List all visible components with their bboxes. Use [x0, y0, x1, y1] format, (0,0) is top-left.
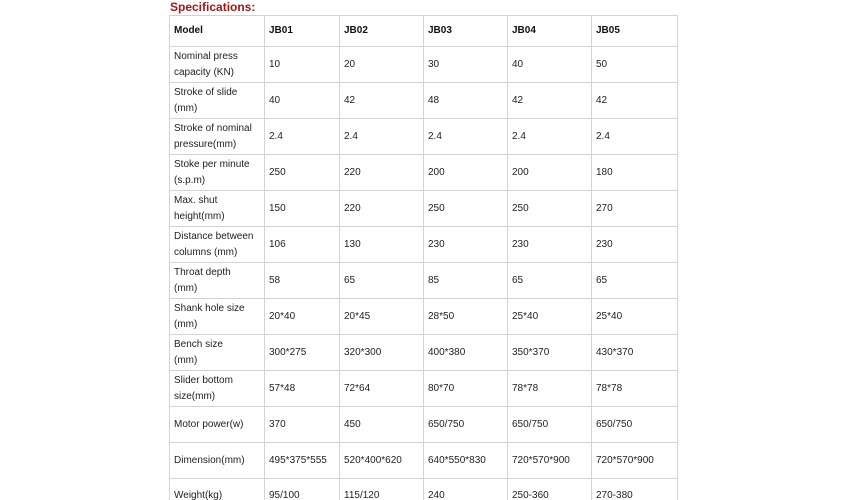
row-label-line: Stoke per minute — [174, 158, 250, 170]
value-cell: 25*40 — [592, 299, 678, 335]
value-cell: 65 — [508, 263, 592, 299]
row-label-cell — [170, 263, 265, 299]
value-cell: 106 — [265, 227, 340, 263]
row-label-cell — [170, 443, 265, 479]
value-cell: 57*48 — [265, 371, 340, 407]
table-row — [170, 227, 678, 263]
row-label-line: pressure(mm) — [174, 138, 237, 150]
value-cell: 650/750 — [592, 407, 678, 443]
value-cell: 220 — [340, 191, 424, 227]
row-label-line: Bench size — [174, 338, 223, 350]
row-label-cell — [170, 119, 265, 155]
row-label-line: height(mm) — [174, 210, 225, 222]
row-label-cell — [170, 47, 265, 83]
value-cell: 495*375*555 — [265, 443, 340, 479]
row-label-cell — [170, 371, 265, 407]
row-label-line: columns (mm) — [174, 246, 238, 258]
value-cell: 65 — [592, 263, 678, 299]
value-cell: 80*70 — [424, 371, 508, 407]
value-cell: 2.4 — [424, 119, 508, 155]
row-label-line: Weight(kg) — [174, 490, 223, 500]
value-cell: 42 — [592, 83, 678, 119]
row-label-line: Shank hole size — [174, 302, 245, 314]
row-label-line: size(mm) — [174, 390, 216, 402]
table-row — [170, 299, 678, 335]
value-cell: 640*550*830 — [424, 443, 508, 479]
row-label-cell — [170, 227, 265, 263]
value-cell: 58 — [265, 263, 340, 299]
value-cell: 2.4 — [340, 119, 424, 155]
value-cell: 720*570*900 — [508, 443, 592, 479]
header-cell-jb02: JB02 — [340, 16, 424, 47]
value-cell: 180 — [592, 155, 678, 191]
value-cell: 250 — [424, 191, 508, 227]
table-row — [170, 155, 678, 191]
row-label-line: (mm) — [174, 318, 198, 330]
value-cell: 42 — [340, 83, 424, 119]
header-cell-jb05: JB05 — [592, 16, 678, 47]
table-row — [170, 83, 678, 119]
value-cell: 25*40 — [508, 299, 592, 335]
value-cell: 430*370 — [592, 335, 678, 371]
value-cell: 240 — [424, 479, 508, 500]
value-cell: 650/750 — [508, 407, 592, 443]
value-cell: 28*50 — [424, 299, 508, 335]
value-cell: 115/120 — [340, 479, 424, 500]
specifications-heading: Specifications: — [170, 0, 256, 14]
value-cell: 450 — [340, 407, 424, 443]
value-cell: 48 — [424, 83, 508, 119]
row-label-line: Stroke of nominal — [174, 122, 252, 134]
row-label-cell — [170, 155, 265, 191]
row-label-cell — [170, 335, 265, 371]
value-cell: 230 — [592, 227, 678, 263]
row-label-line: (mm) — [174, 102, 198, 114]
value-cell: 10 — [265, 47, 340, 83]
row-label-line: (mm) — [174, 282, 198, 294]
value-cell: 72*64 — [340, 371, 424, 407]
value-cell: 130 — [340, 227, 424, 263]
value-cell: 320*300 — [340, 335, 424, 371]
value-cell: 270-380 — [592, 479, 678, 500]
value-cell: 720*570*900 — [592, 443, 678, 479]
row-label-line: Nominal press — [174, 50, 238, 62]
value-cell: 20*45 — [340, 299, 424, 335]
value-cell: 78*78 — [508, 371, 592, 407]
row-label-line: Stroke of slide — [174, 86, 238, 98]
value-cell: 30 — [424, 47, 508, 83]
table-row — [170, 119, 678, 155]
value-cell: 20*40 — [265, 299, 340, 335]
row-label-cell — [170, 407, 265, 443]
header-cell-model: Model — [170, 16, 265, 47]
table-row — [170, 407, 678, 443]
header-cell-jb03: JB03 — [424, 16, 508, 47]
row-label-line: Dimension(mm) — [174, 454, 245, 466]
table-body — [170, 47, 678, 500]
value-cell: 650/750 — [424, 407, 508, 443]
table-header-row — [170, 16, 678, 47]
value-cell: 2.4 — [592, 119, 678, 155]
table-row — [170, 443, 678, 479]
row-label-line: Distance between — [174, 230, 254, 242]
value-cell: 200 — [508, 155, 592, 191]
value-cell: 50 — [592, 47, 678, 83]
row-label-line: Throat depth — [174, 266, 231, 278]
row-label-line: Slider bottom — [174, 374, 233, 386]
table-row — [170, 191, 678, 227]
value-cell: 200 — [424, 155, 508, 191]
table-row — [170, 371, 678, 407]
value-cell: 250 — [265, 155, 340, 191]
value-cell: 40 — [508, 47, 592, 83]
value-cell: 20 — [340, 47, 424, 83]
row-label-line: Max. shut — [174, 194, 218, 206]
value-cell: 95/100 — [265, 479, 340, 500]
value-cell: 400*380 — [424, 335, 508, 371]
row-label-cell — [170, 299, 265, 335]
specifications-table — [169, 15, 678, 500]
value-cell: 78*78 — [592, 371, 678, 407]
value-cell: 65 — [340, 263, 424, 299]
table-row — [170, 479, 678, 500]
value-cell: 42 — [508, 83, 592, 119]
value-cell: 85 — [424, 263, 508, 299]
table-row — [170, 47, 678, 83]
value-cell: 370 — [265, 407, 340, 443]
row-label-line: (s.p.m) — [174, 174, 206, 186]
value-cell: 2.4 — [265, 119, 340, 155]
value-cell: 40 — [265, 83, 340, 119]
header-cell-jb01: JB01 — [265, 16, 340, 47]
value-cell: 520*400*620 — [340, 443, 424, 479]
value-cell: 270 — [592, 191, 678, 227]
row-label-cell — [170, 83, 265, 119]
row-label-cell — [170, 479, 265, 500]
row-label-line: Motor power(w) — [174, 418, 244, 430]
row-label-line: capacity (KN) — [174, 66, 235, 78]
value-cell: 220 — [340, 155, 424, 191]
value-cell: 250 — [508, 191, 592, 227]
value-cell: 150 — [265, 191, 340, 227]
value-cell: 300*275 — [265, 335, 340, 371]
table-row — [170, 263, 678, 299]
value-cell: 230 — [508, 227, 592, 263]
header-cell-jb04: JB04 — [508, 16, 592, 47]
value-cell: 350*370 — [508, 335, 592, 371]
value-cell: 2.4 — [508, 119, 592, 155]
value-cell: 250-360 — [508, 479, 592, 500]
row-label-line: (mm) — [174, 354, 198, 366]
table-row — [170, 335, 678, 371]
row-label-cell — [170, 191, 265, 227]
value-cell: 230 — [424, 227, 508, 263]
